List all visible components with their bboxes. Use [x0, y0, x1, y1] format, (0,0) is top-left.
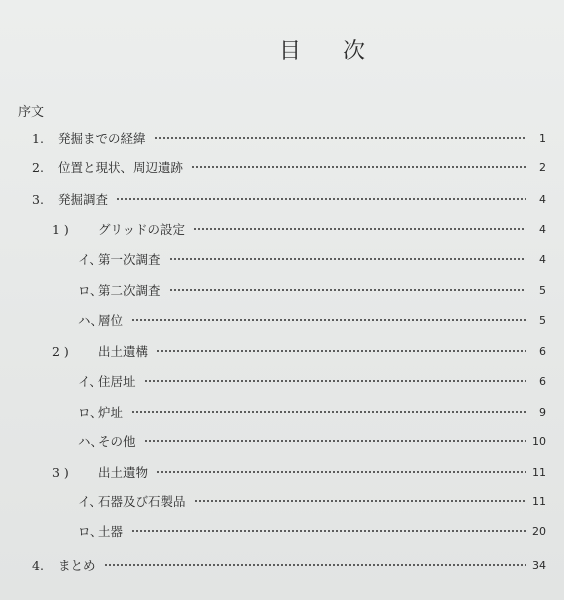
- toc-entry-number: 1.: [32, 130, 44, 146]
- toc-entry: [32, 129, 546, 147]
- toc-entry: [78, 432, 546, 450]
- toc-entry-page: 5: [539, 283, 546, 297]
- toc-entry-number: 2 ): [52, 343, 69, 359]
- title-char-2: 次: [343, 39, 366, 64]
- dot-leader: [194, 500, 526, 502]
- toc-entry-page: 34: [532, 558, 546, 572]
- toc-entry-label: 住居址: [98, 374, 136, 389]
- toc-entry-label: 土器: [98, 524, 124, 539]
- toc-entry: [32, 190, 546, 208]
- toc-entry-label: 石器及び石製品: [98, 494, 186, 509]
- toc-entry: [78, 522, 546, 540]
- dot-leader: [169, 258, 526, 260]
- preface-heading: 序文: [18, 105, 45, 120]
- dot-leader: [131, 530, 526, 532]
- dot-leader: [193, 228, 526, 230]
- toc-entry-number: ロ、: [78, 405, 103, 420]
- toc-entry-page: 1: [539, 131, 546, 145]
- toc-entry-number: ロ、: [78, 524, 103, 539]
- toc-entry-number: イ、: [78, 494, 102, 509]
- toc-entry: [52, 342, 546, 360]
- toc-entry-number: ロ、: [78, 283, 103, 298]
- toc-entry-label: 発掘までの経緯: [58, 131, 146, 146]
- toc-entry-page: 5: [539, 313, 546, 327]
- toc-entry-page: 20: [532, 524, 546, 538]
- dot-leader: [191, 166, 526, 168]
- toc-entry-label: 出土遺構: [98, 344, 149, 359]
- dot-leader: [169, 289, 526, 291]
- dot-leader: [104, 564, 526, 566]
- toc-entry-number: ハ、: [78, 434, 104, 449]
- toc-entry-number: 4.: [32, 557, 44, 573]
- toc-entry-label: その他: [98, 434, 136, 449]
- dot-leader: [154, 137, 526, 139]
- toc-entry-label: 第二次調査: [98, 283, 161, 298]
- toc-entry-label: 炉址: [98, 405, 124, 420]
- toc-entry-page: 11: [532, 465, 546, 479]
- toc-entry: [78, 311, 546, 329]
- dot-leader: [156, 350, 526, 352]
- toc-entry-page: 9: [539, 405, 546, 419]
- toc-entry: [78, 372, 546, 390]
- toc-entry-number: ハ、: [78, 313, 104, 328]
- toc-entry: [52, 220, 546, 238]
- dot-leader: [131, 319, 526, 321]
- toc-entry-page: 2: [539, 160, 546, 174]
- toc-entry-label: 位置と現状、周辺遺跡: [58, 160, 184, 175]
- toc-entry: [78, 281, 546, 299]
- toc-entry: [78, 492, 546, 510]
- toc-entry-number: 3 ): [52, 464, 69, 480]
- toc-entry-page: 4: [539, 192, 546, 206]
- toc-entry-page: 4: [539, 222, 546, 236]
- toc-entry-number: 2.: [32, 159, 44, 175]
- toc-entry: [78, 403, 546, 421]
- toc-entry-label: 出土遺物: [98, 465, 149, 480]
- dot-leader: [144, 380, 526, 382]
- toc-entry-number: 1 ): [52, 221, 69, 237]
- toc-entry-label: グリッドの設定: [98, 222, 186, 237]
- toc-entry-label: 発掘調査: [58, 192, 109, 207]
- dot-leader: [131, 411, 526, 413]
- dot-leader: [116, 198, 526, 200]
- toc-entry-page: 10: [532, 434, 546, 448]
- toc-entry-label: まとめ: [58, 558, 96, 573]
- toc-entry-page: 4: [539, 252, 546, 266]
- toc-entry-number: イ、: [78, 252, 102, 267]
- toc-entry-label: 第一次調査: [98, 252, 161, 267]
- toc-entry: [78, 250, 546, 268]
- title-char-1: 目: [278, 39, 301, 64]
- toc-entry: [32, 556, 546, 574]
- toc-entry-number: 3.: [32, 191, 44, 207]
- dot-leader: [144, 440, 526, 442]
- toc-entry-page: 11: [532, 494, 546, 508]
- toc-entry: [32, 158, 546, 176]
- toc-entry-label: 層位: [98, 313, 124, 328]
- toc-entry-page: 6: [539, 374, 546, 388]
- dot-leader: [156, 471, 526, 473]
- toc-entry: [52, 463, 546, 481]
- toc-entry-page: 6: [539, 344, 546, 358]
- toc-entry-number: イ、: [78, 374, 102, 389]
